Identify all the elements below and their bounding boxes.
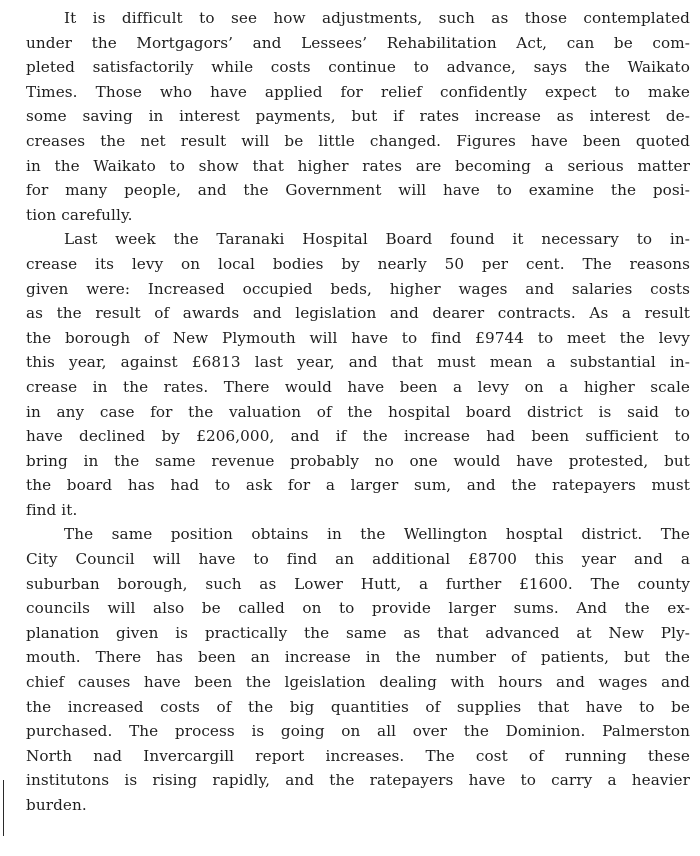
text-line: planation given is practically the same as that advanced at New Ply- bbox=[26, 623, 690, 642]
text-line: City Council will have to find an additional £8700 this year and a bbox=[26, 550, 690, 569]
column-rule bbox=[3, 780, 4, 836]
text-line: this year, against £6813 last year, and that must mean a substantial in- bbox=[26, 353, 690, 372]
text-line: Times. Those who have applied for relief confidently expect to make bbox=[26, 82, 690, 101]
text-line: purchased. The process is going on all over the Dominion. Palmerston bbox=[26, 722, 690, 741]
text-line: It is difficult to see how adjustments, such as those contemplated bbox=[64, 9, 690, 27]
text-line: the borough of New Plymouth will have to find £9744 to meet the levy bbox=[26, 328, 690, 347]
text-line: as the result of awards and legislation and dearer contracts. As a result bbox=[26, 304, 690, 323]
text-line: creases the net result will be little changed. Figures have been quoted bbox=[26, 131, 690, 150]
paragraph-2 bbox=[26, 227, 690, 522]
text-line: The same position obtains in the Wellington hosptal district. The bbox=[64, 525, 690, 544]
text-line: pleted satisfactorily while costs continue to advance, says the Waikato bbox=[26, 58, 690, 77]
text-line: crease in the rates. There would have been a levy on a higher scale bbox=[26, 377, 690, 396]
text-line: in any case for the valuation of the hospital board district is said to bbox=[26, 402, 690, 421]
text-line: crease its levy on local bodies by nearly 50 per cent. The reasons bbox=[26, 254, 690, 273]
text-line: for many people, and the Government will have to examine the posi- bbox=[26, 181, 690, 200]
text-line: under the Mortgagors’ and Lessees’ Rehabilitation Act, can be com- bbox=[26, 33, 690, 52]
text-line: mouth. There has been an increase in the number of patients, but the bbox=[26, 648, 690, 667]
text-line: burden. bbox=[26, 796, 87, 814]
text-line: Last week the Taranaki Hospital Board found it necessary to in- bbox=[64, 230, 690, 249]
text-line: given were: Increased occupied beds, higher wages and salaries costs bbox=[26, 279, 690, 298]
text-line: institutons is rising rapidly, and the ratepayers have to carry a heavier bbox=[26, 771, 690, 790]
text-line: bring in the same revenue probably no one would have protested, but bbox=[26, 451, 690, 470]
article-body bbox=[26, 6, 690, 818]
text-line: chief causes have been the lgeislation dealing with hours and wages and bbox=[26, 673, 690, 692]
paragraph-1 bbox=[26, 6, 690, 227]
text-line: councils will also be called on to provide larger sums. And the ex- bbox=[26, 599, 690, 618]
text-line: suburban borough, such as Lower Hutt, a further £1600. The county bbox=[26, 574, 690, 593]
text-line: the increased costs of the big quantities of supplies that have to be bbox=[26, 697, 690, 716]
text-line: tion carefully. bbox=[26, 205, 133, 224]
paragraph-3 bbox=[26, 522, 690, 817]
text-line: some saving in interest payments, but if rates increase as interest de- bbox=[26, 107, 690, 126]
text-line: find it. bbox=[26, 500, 78, 519]
text-line: in the Waikato to show that higher rates are becoming a serious matter bbox=[26, 156, 690, 175]
text-line: have declined by £206,000, and if the increase had been sufficient to bbox=[26, 427, 690, 446]
text-line: the board has had to ask for a larger sum, and the ratepayers must bbox=[26, 476, 690, 495]
text-line: North nad Invercargill report increases. The cost of running these bbox=[26, 746, 690, 765]
